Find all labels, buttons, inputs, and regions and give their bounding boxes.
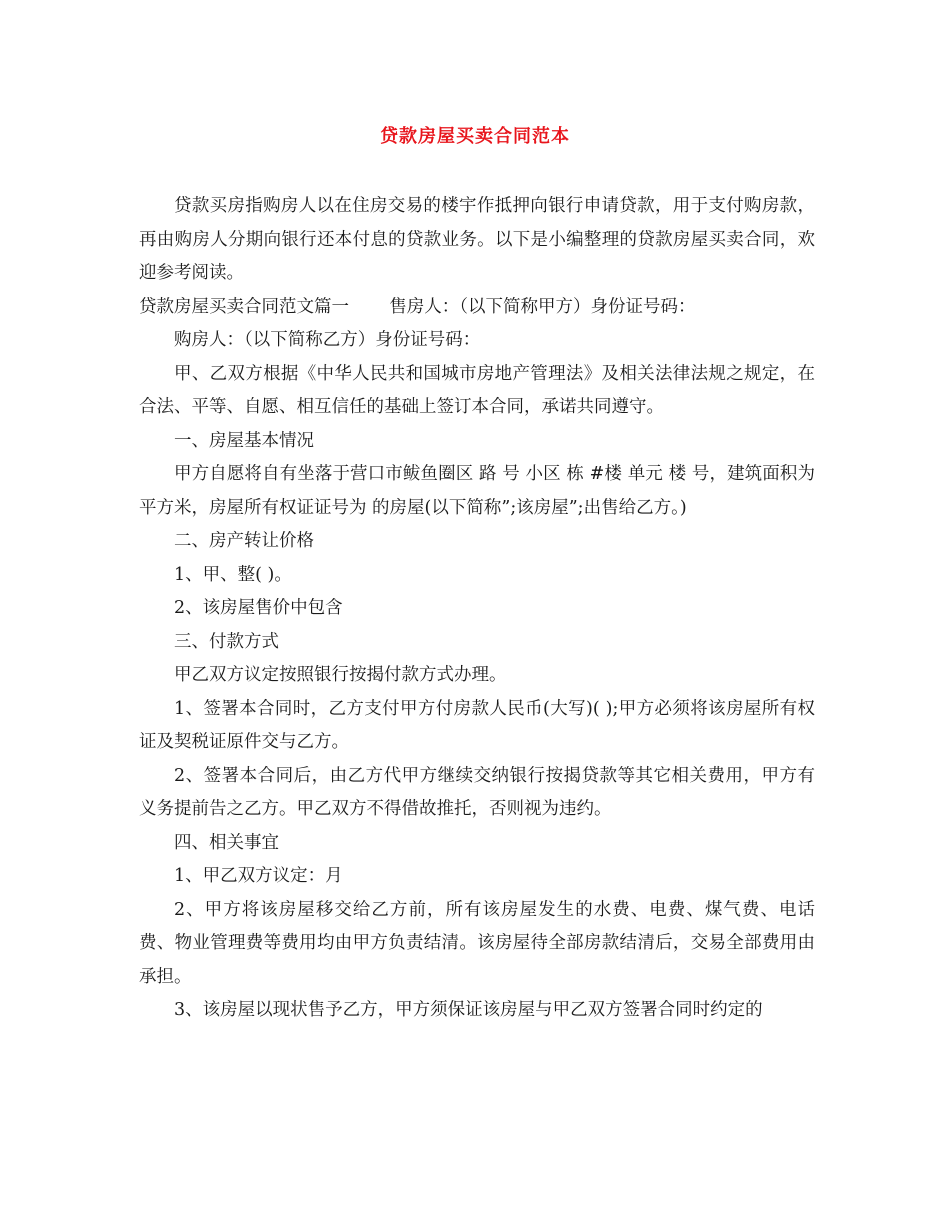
contract-heading-line <box>139 291 815 325</box>
section-3-title: 三、付款方式 <box>174 631 279 652</box>
section-3-item-1: 1、签署本合同时，乙方支付甲方付房款人民币(大写)( );甲方必须将该房屋所有权证及契税证原件交与乙方。 <box>139 698 815 752</box>
section-4-item-2: 2、甲方将该房屋移交给乙方前，所有该房屋发生的水费、电费、煤气费、电话费、物业管理费等费用均由甲方负责结清。该房屋待全部房款结清后，交易全部费用由 承担。 <box>139 899 815 987</box>
intro-paragraph: 贷款买房指购房人以在住房交易的楼宇作抵押向银行申请贷款，用于支付购房款，再由购房人分期向银行还本付息的贷款业务。以下是小编整理的贷款房屋买卖合同，欢迎参考阅读。 <box>139 196 815 283</box>
section-4-item-1: 1、甲乙双方议定：月 <box>174 866 343 886</box>
section-4-title: 四、相关事宜 <box>174 832 279 853</box>
section-3-item-2: 2、签署本合同后，由乙方代甲方继续交纳银行按揭贷款等其它相关费用，甲方有义务提前告之乙方。甲乙双方不得借故推托，否则视为违约。 <box>139 765 815 819</box>
contract-heading: 贷款房屋买卖合同范文篇一 <box>139 296 349 317</box>
section-2-title: 二、房产转让价格 <box>174 531 314 551</box>
section-1-title: 一、房屋基本情况 <box>174 430 314 451</box>
section-2-item-1: 1、甲、整( )。 <box>174 564 292 585</box>
document-body <box>139 190 815 1028</box>
section-1-body: 甲方自愿将自有坐落于营口市鲅鱼圈区 路 号 小区 栋 #楼 单元 楼 号，建筑面积为 平方米，房屋所有权证证号为 的房屋(以下简称”;该房屋”;出售给乙方。) <box>139 464 815 518</box>
section-4-item-3: 3、该房屋以现状售予乙方，甲方须保证该房屋与甲乙双方签署合同时约定的 <box>174 1000 763 1020</box>
document-title: 贷款房屋买卖合同范本 <box>380 126 570 147</box>
basis-paragraph: 甲、乙双方根据《中华人民共和国城市房地产管理法》及相关法律法规之规定，在合法、平等、自愿、相互信任的基础上签订本合同，承诺共同遵守。 <box>139 363 815 417</box>
buyer-line: 购房人：（以下简称乙方）身份证号码： <box>174 330 481 350</box>
seller-line: 售房人：（以下简称甲方）身份证号码： <box>389 296 696 317</box>
section-2-item-2: 2、该房屋售价中包含 <box>174 598 343 618</box>
section-3-body: 甲乙双方议定按照银行按揭付款方式办理。 <box>174 665 507 685</box>
